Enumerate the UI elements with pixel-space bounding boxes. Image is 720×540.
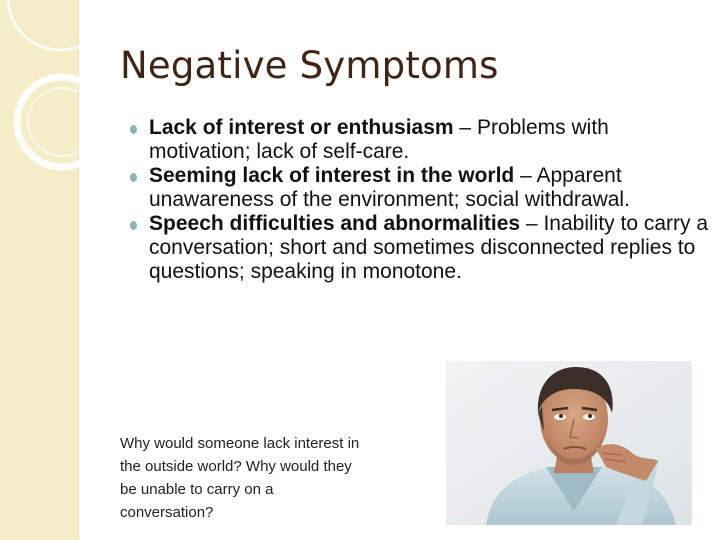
bullet-term: Seeming lack of interest in the world bbox=[149, 164, 515, 187]
bullet-list bbox=[130, 116, 710, 284]
bullet-dot-icon bbox=[130, 221, 137, 230]
discussion-question: Why would someone lack interest in the outside world? Why would they be unable to carry on a conversation? bbox=[120, 435, 360, 521]
bullet-item bbox=[130, 164, 710, 212]
bullet-description: Problems with motivation; lack of self-care. bbox=[149, 116, 609, 163]
bullet-description: Inability to carry a conversation; short and sometimes disconnected replies to questions; speaking in monotone. bbox=[149, 212, 709, 283]
bullet-separator: – bbox=[453, 116, 477, 139]
bullet-item bbox=[130, 212, 710, 284]
bullet-item bbox=[130, 116, 710, 164]
bullet-dot-icon bbox=[130, 125, 137, 134]
bullet-description: Apparent unawareness of the environment; social withdrawal. bbox=[149, 164, 630, 211]
circle-outline-decoration bbox=[0, 0, 140, 200]
bullet-separator: – bbox=[514, 164, 537, 187]
man-thinking-photo bbox=[446, 361, 692, 525]
slide-title: Negative Symptoms bbox=[120, 44, 499, 87]
bullet-dot-icon bbox=[130, 173, 137, 182]
bullet-term: Lack of interest or enthusiasm bbox=[149, 116, 454, 139]
bullet-separator: – bbox=[520, 212, 544, 235]
bullet-term: Speech difficulties and abnormalities bbox=[149, 212, 521, 235]
